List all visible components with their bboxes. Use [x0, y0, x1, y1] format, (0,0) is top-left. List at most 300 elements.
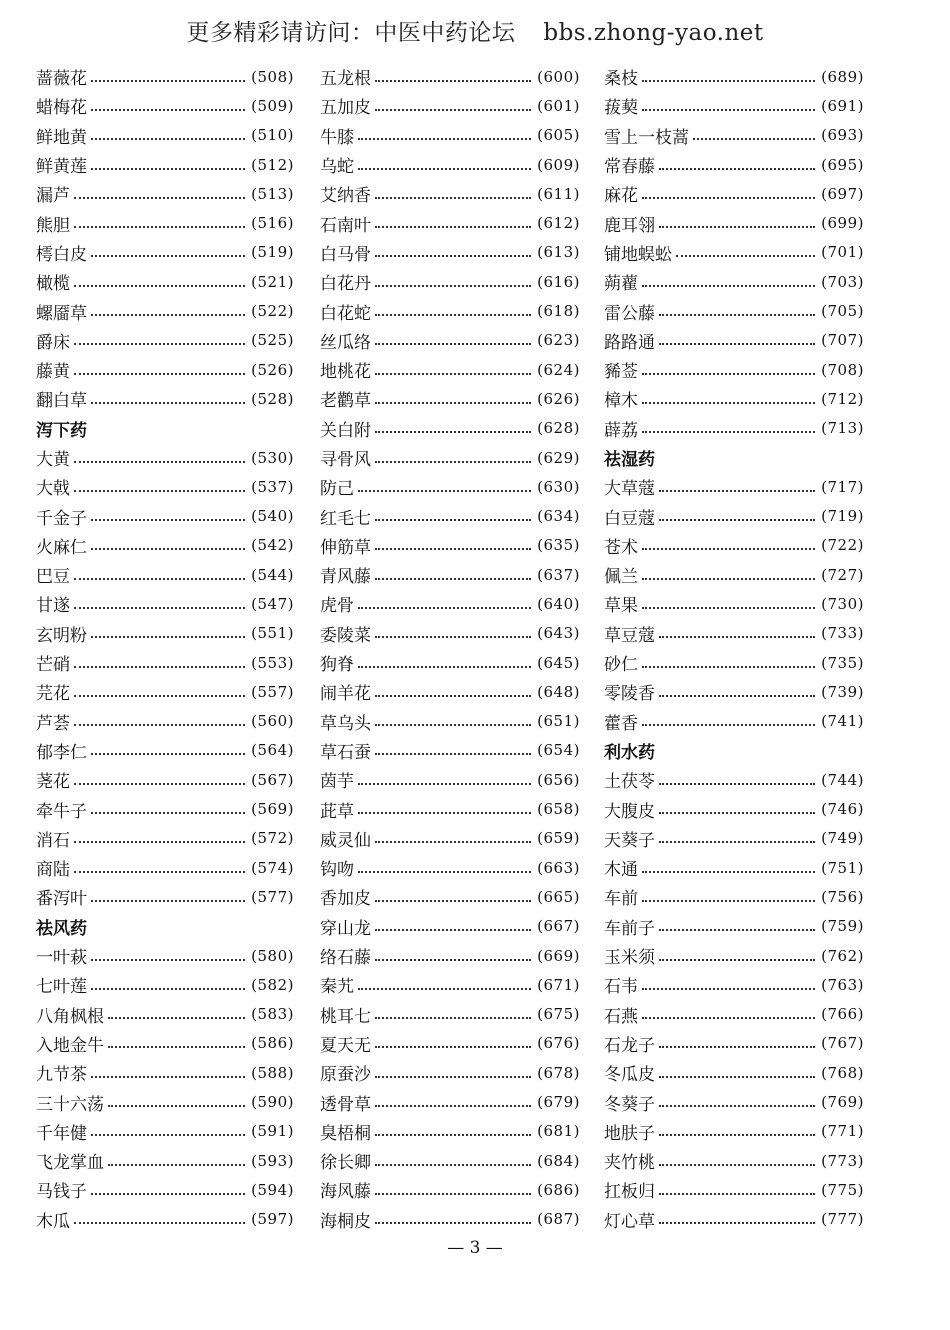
dot-leader: [642, 593, 815, 609]
dot-leader: [659, 681, 815, 697]
entry-name: 透骨草: [320, 1094, 371, 1115]
dot-leader: [375, 1091, 531, 1107]
entry-name: 牵牛子: [36, 801, 87, 822]
entry-page: (513): [251, 184, 294, 203]
entry-page: (580): [251, 946, 294, 965]
dot-leader: [74, 857, 245, 873]
entry-page: (591): [251, 1122, 294, 1141]
index-entry: [604, 941, 864, 970]
dot-leader: [375, 212, 531, 228]
entry-page: (701): [821, 243, 864, 262]
dot-leader: [659, 1150, 815, 1166]
entry-page: (744): [821, 770, 864, 789]
index-entry: [604, 150, 864, 179]
entry-page: (648): [537, 682, 580, 701]
index-entry: [36, 707, 294, 736]
entry-page: (612): [537, 214, 580, 233]
index-entry: [320, 589, 580, 618]
entry-page: (693): [821, 126, 864, 145]
entry-name: 草石蚕: [320, 742, 371, 763]
index-entry: [320, 91, 580, 120]
entry-name: 香加皮: [320, 889, 371, 910]
section-heading-label: 祛湿药: [604, 450, 655, 470]
entry-name: 大草蔻: [604, 479, 655, 500]
index-entry: [604, 619, 864, 648]
index-entry: [320, 794, 580, 823]
entry-name: 蜡梅花: [36, 98, 87, 119]
dot-leader: [659, 329, 815, 345]
entry-page: (689): [821, 67, 864, 86]
entry-page: (669): [537, 946, 580, 965]
index-entry: [36, 1175, 294, 1204]
index-entry: [36, 267, 294, 296]
entry-name: 徐长卿: [320, 1153, 371, 1174]
entry-name: 钩吻: [320, 860, 354, 881]
index-entry: [604, 501, 864, 530]
index-entry: [604, 589, 864, 618]
index-entry: [604, 648, 864, 677]
index-entry: [36, 326, 294, 355]
entry-page: (717): [821, 477, 864, 496]
dot-leader: [375, 95, 531, 111]
entry-page: (512): [251, 155, 294, 174]
entry-name: 牛膝: [320, 127, 354, 148]
dot-leader: [659, 1120, 815, 1136]
dot-leader: [375, 300, 531, 316]
dot-leader: [659, 945, 815, 961]
entry-page: (730): [821, 594, 864, 613]
entry-name: 大戟: [36, 479, 70, 500]
index-entry: [320, 501, 580, 530]
entry-name: 土茯苓: [604, 772, 655, 793]
entry-name: 桑枝: [604, 69, 638, 90]
entry-page: (708): [821, 360, 864, 379]
entry-name: 蒴藋: [604, 274, 638, 295]
index-entry: [320, 208, 580, 237]
entry-name: 橄榄: [36, 274, 70, 295]
index-entry: [320, 1146, 580, 1175]
section-heading-label: 利水药: [604, 742, 655, 763]
index-entry: [36, 238, 294, 267]
entry-name: 爵床: [36, 332, 70, 353]
dot-leader: [74, 681, 245, 697]
entry-page: (594): [251, 1180, 294, 1199]
entry-page: (626): [537, 389, 580, 408]
entry-name: 荛花: [36, 772, 70, 793]
entry-name: 闹羊花: [320, 684, 371, 705]
index-entry: [36, 1117, 294, 1146]
entry-name: 穿山龙: [320, 918, 371, 939]
entry-page: (759): [821, 917, 864, 936]
section-heading-label: 祛风药: [36, 918, 87, 939]
dot-leader: [74, 564, 245, 580]
index-entry: [320, 560, 580, 589]
entry-page: (547): [251, 594, 294, 613]
index-entry: [320, 179, 580, 208]
dot-leader: [375, 183, 531, 199]
entry-name: 海桐皮: [320, 1211, 371, 1232]
dot-leader: [375, 241, 531, 257]
dot-leader: [642, 359, 815, 375]
entry-name: 大腹皮: [604, 801, 655, 822]
entry-page: (654): [537, 741, 580, 760]
index-entry: [604, 1000, 864, 1029]
index-entry: [36, 970, 294, 999]
entry-name: 螺靥草: [36, 303, 87, 324]
index-entry: [36, 648, 294, 677]
entry-page: (769): [821, 1093, 864, 1112]
entry-page: (593): [251, 1151, 294, 1170]
entry-name: 樟木: [604, 391, 638, 412]
index-entry: [36, 765, 294, 794]
entry-name: 五加皮: [320, 98, 371, 119]
index-entry: [36, 1000, 294, 1029]
dot-leader: [375, 945, 531, 961]
entry-page: (697): [821, 184, 864, 203]
index-entry: [36, 589, 294, 618]
entry-name: 雷公藤: [604, 303, 655, 324]
index-entry: [604, 326, 864, 355]
dot-leader: [659, 476, 815, 492]
index-entry: [320, 531, 580, 560]
dot-leader: [375, 1179, 531, 1195]
entry-name: 伸筋草: [320, 537, 371, 558]
entry-name: 桃耳七: [320, 1006, 371, 1027]
entry-name: 灯心草: [604, 1211, 655, 1232]
entry-page: (630): [537, 477, 580, 496]
entry-page: (675): [537, 1005, 580, 1024]
dot-leader: [659, 1179, 815, 1195]
entry-page: (749): [821, 829, 864, 848]
entry-name: 七叶莲: [36, 977, 87, 998]
entry-name: 石龙子: [604, 1035, 655, 1056]
dot-leader: [358, 857, 531, 873]
index-entry: [36, 1029, 294, 1058]
entry-page: (629): [537, 448, 580, 467]
header-forum-text: 更多精彩请访问：中医中药论坛: [186, 20, 516, 46]
index-entry: [320, 1029, 580, 1058]
entry-name: 红毛七: [320, 508, 371, 529]
entry-name: 白豆蔻: [604, 508, 655, 529]
index-entry: [320, 970, 580, 999]
dot-leader: [91, 974, 245, 990]
dot-leader: [91, 124, 245, 140]
entry-name: 一叶萩: [36, 948, 87, 969]
index-entry: [36, 355, 294, 384]
entry-page: (526): [251, 360, 294, 379]
entry-page: (763): [821, 975, 864, 994]
dot-leader: [642, 710, 815, 726]
entry-name: 草乌头: [320, 713, 371, 734]
entry-page: (600): [537, 67, 580, 86]
index-entry: [320, 941, 580, 970]
index-entry: [36, 619, 294, 648]
dot-leader: [659, 798, 815, 814]
entry-page: (597): [251, 1210, 294, 1229]
entry-page: (645): [537, 653, 580, 672]
index-entry: [36, 296, 294, 325]
dot-leader: [659, 1032, 815, 1048]
entry-page: (751): [821, 858, 864, 877]
dot-leader: [375, 271, 531, 287]
index-entry: [320, 267, 580, 296]
entry-page: (643): [537, 624, 580, 643]
index-entry: [320, 707, 580, 736]
entry-page: (681): [537, 1122, 580, 1141]
entry-name: 白花蛇: [320, 303, 371, 324]
entry-page: (663): [537, 858, 580, 877]
entry-name: 大黄: [36, 450, 70, 470]
entry-page: (557): [251, 682, 294, 701]
index-entry: [320, 1000, 580, 1029]
index-entry: [36, 560, 294, 589]
dot-leader: [676, 241, 815, 257]
dot-leader: [74, 1208, 245, 1224]
entry-page: (667): [537, 917, 580, 936]
entry-page: (508): [251, 67, 294, 86]
entry-page: (542): [251, 536, 294, 555]
index-entry: [604, 62, 864, 91]
entry-name: 砂仁: [604, 655, 638, 676]
entry-page: (687): [537, 1210, 580, 1229]
entry-name: 马钱子: [36, 1182, 87, 1203]
index-entry: [604, 267, 864, 296]
section-heading-label: 泻下药: [36, 420, 87, 441]
entry-page: (637): [537, 565, 580, 584]
dot-leader: [375, 534, 531, 550]
entry-name: 寻骨风: [320, 450, 371, 470]
entry-page: (684): [537, 1151, 580, 1170]
entry-name: 丝瓜络: [320, 332, 371, 353]
entry-page: (777): [821, 1210, 864, 1229]
entry-name: 冬葵子: [604, 1094, 655, 1115]
dot-leader: [642, 974, 815, 990]
entry-page: (741): [821, 712, 864, 731]
entry-page: (719): [821, 507, 864, 526]
entry-page: (695): [821, 155, 864, 174]
dot-leader: [375, 66, 531, 82]
index-entry: [36, 91, 294, 120]
entry-name: 佩兰: [604, 567, 638, 588]
entry-page: (583): [251, 1005, 294, 1024]
index-entry: [320, 765, 580, 794]
index-entry: [320, 1175, 580, 1204]
entry-name: 雪上一枝蒿: [604, 127, 689, 148]
entry-name: 夏天无: [320, 1035, 371, 1056]
entry-page: (605): [537, 126, 580, 145]
index-entry: [604, 1205, 864, 1234]
dot-leader: [642, 886, 815, 902]
index-entry: [604, 707, 864, 736]
entry-page: (756): [821, 887, 864, 906]
entry-page: (569): [251, 800, 294, 819]
entry-name: 茈草: [320, 801, 354, 822]
index-entry: [320, 121, 580, 150]
dot-leader: [91, 388, 245, 404]
entry-page: (679): [537, 1093, 580, 1112]
index-entry: [604, 472, 864, 501]
entry-page: (616): [537, 272, 580, 291]
index-entry: [604, 970, 864, 999]
index-entry: [36, 882, 294, 911]
entry-page: (656): [537, 770, 580, 789]
index-column-1: [36, 62, 294, 1234]
entry-page: (522): [251, 302, 294, 321]
entry-name: 八角枫根: [36, 1006, 104, 1027]
index-entry: [604, 121, 864, 150]
dot-leader: [375, 827, 531, 843]
entry-name: 木瓜: [36, 1211, 70, 1232]
entry-name: 樗白皮: [36, 244, 87, 265]
dot-leader: [91, 241, 245, 257]
entry-name: 巴豆: [36, 567, 70, 588]
index-column-2: [320, 62, 580, 1234]
dot-leader: [375, 447, 531, 463]
dot-leader: [358, 652, 531, 668]
dot-leader: [642, 417, 815, 433]
entry-name: 车前子: [604, 918, 655, 939]
entry-page: (564): [251, 741, 294, 760]
entry-name: 麻花: [604, 186, 638, 207]
entry-name: 番泻叶: [36, 889, 87, 910]
index-entry: [320, 472, 580, 501]
index-entry: [36, 736, 294, 765]
dot-leader: [74, 447, 245, 463]
index-entry: [36, 121, 294, 150]
entry-page: (739): [821, 682, 864, 701]
dot-leader: [358, 593, 531, 609]
entry-page: (551): [251, 624, 294, 643]
dot-leader: [659, 915, 815, 931]
index-entry: [320, 853, 580, 882]
index-entry: [36, 62, 294, 91]
dot-leader: [91, 739, 245, 755]
entry-page: (525): [251, 331, 294, 350]
entry-name: 芦荟: [36, 713, 70, 734]
entry-page: (775): [821, 1180, 864, 1199]
entry-name: 鲜黄莲: [36, 157, 87, 178]
dot-leader: [74, 769, 245, 785]
index-entry: [320, 62, 580, 91]
section-heading: [36, 414, 294, 443]
dot-leader: [642, 857, 815, 873]
entry-page: (735): [821, 653, 864, 672]
entry-page: (767): [821, 1034, 864, 1053]
dot-leader: [375, 1208, 531, 1224]
entry-name: 秦艽: [320, 977, 354, 998]
entry-page: (582): [251, 975, 294, 994]
entry-page: (624): [537, 360, 580, 379]
page-header: [0, 14, 950, 47]
entry-name: 火麻仁: [36, 537, 87, 558]
dot-leader: [108, 1091, 245, 1107]
index-entry: [320, 384, 580, 413]
entry-name: 地肤子: [604, 1123, 655, 1144]
dot-leader: [108, 1003, 245, 1019]
entry-page: (553): [251, 653, 294, 672]
entry-name: 地桃花: [320, 362, 371, 383]
dot-leader: [659, 1062, 815, 1078]
entry-name: 藿香: [604, 713, 638, 734]
entry-name: 夹竹桃: [604, 1153, 655, 1174]
entry-page: (611): [537, 184, 580, 203]
entry-name: 零陵香: [604, 684, 655, 705]
dot-leader: [659, 300, 815, 316]
dot-leader: [91, 95, 245, 111]
entry-page: (586): [251, 1034, 294, 1053]
dot-leader: [74, 329, 245, 345]
entry-name: 关白附: [320, 420, 371, 441]
index-entry: [604, 1175, 864, 1204]
entry-name: 草豆蔻: [604, 625, 655, 646]
entry-name: 狗脊: [320, 655, 354, 676]
dot-leader: [375, 417, 531, 433]
dot-leader: [74, 652, 245, 668]
index-entry: [320, 677, 580, 706]
dot-leader: [74, 827, 245, 843]
index-entry: [320, 150, 580, 179]
section-heading: [604, 443, 864, 472]
index-entry: [36, 1146, 294, 1175]
entry-name: 臭梧桐: [320, 1123, 371, 1144]
index-entry: [604, 912, 864, 941]
index-entry: [604, 414, 864, 443]
index-entry: [604, 296, 864, 325]
entry-name: 扛板归: [604, 1182, 655, 1203]
entry-page: (577): [251, 887, 294, 906]
entry-page: (746): [821, 800, 864, 819]
index-entry: [604, 208, 864, 237]
dot-leader: [358, 124, 531, 140]
entry-name: 薜荔: [604, 420, 638, 441]
dot-leader: [91, 1120, 245, 1136]
entry-name: 玉米须: [604, 948, 655, 969]
index-entry: [320, 648, 580, 677]
index-entry: [604, 1058, 864, 1087]
entry-name: 石燕: [604, 1006, 638, 1027]
entry-page: (510): [251, 126, 294, 145]
entry-page: (733): [821, 624, 864, 643]
dot-leader: [375, 564, 531, 580]
index-entry: [36, 472, 294, 501]
entry-name: 菝葜: [604, 98, 638, 119]
index-entry: [320, 1058, 580, 1087]
index-entry: [36, 208, 294, 237]
dot-leader: [375, 710, 531, 726]
index-entry: [604, 1029, 864, 1058]
index-entry: [604, 853, 864, 882]
entry-name: 玄明粉: [36, 625, 87, 646]
entry-name: 艾纳香: [320, 186, 371, 207]
index-column-3: [604, 62, 864, 1234]
dot-leader: [375, 681, 531, 697]
entry-page: (572): [251, 829, 294, 848]
entry-page: (766): [821, 1005, 864, 1024]
index-entry: [36, 531, 294, 560]
entry-name: 威灵仙: [320, 830, 371, 851]
entry-page: (588): [251, 1063, 294, 1082]
dot-leader: [74, 593, 245, 609]
entry-page: (705): [821, 302, 864, 321]
dot-leader: [108, 1032, 245, 1048]
dot-leader: [375, 622, 531, 638]
entry-name: 委陵菜: [320, 625, 371, 646]
entry-name: 商陆: [36, 860, 70, 881]
dot-leader: [91, 300, 245, 316]
entry-page: (691): [821, 96, 864, 115]
index-entry: [320, 1117, 580, 1146]
dot-leader: [375, 388, 531, 404]
